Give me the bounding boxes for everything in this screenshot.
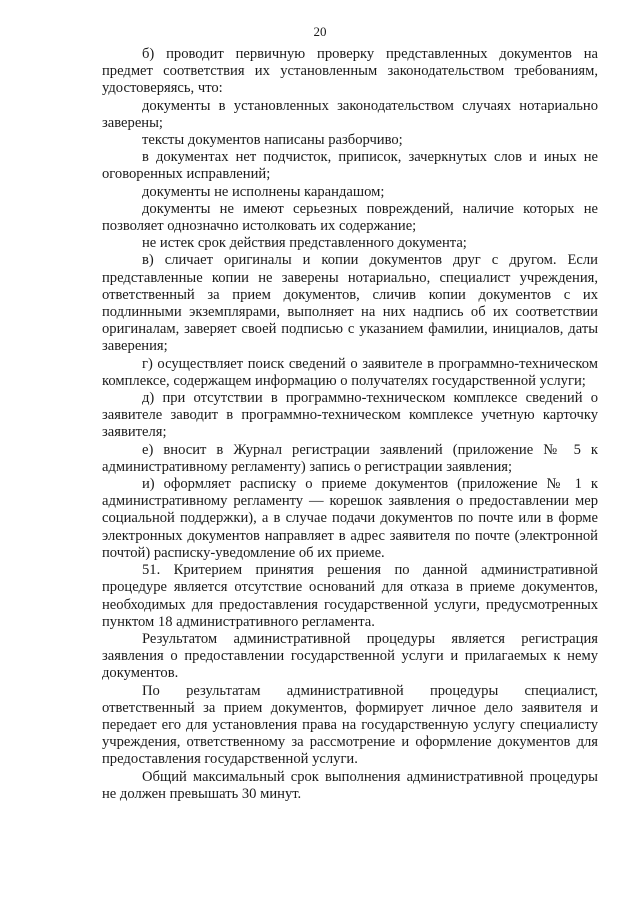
document-body xyxy=(102,46,598,803)
paragraph-51-criterion: 51. Критерием принятия решения по данной административной процедуре является отсутствие оснований для отказа в приеме документов, необходимых для предоставления государственной услуги, предусмотренных пунктом 18 административного регламента. xyxy=(102,562,598,630)
paragraph-no-erasures: в документах нет подчисток, приписок, зачеркнутых слов и иных не оговоренных исправлений; xyxy=(102,149,598,183)
page-number: 20 xyxy=(313,24,327,39)
paragraph-legible: тексты документов написаны разборчиво; xyxy=(142,132,403,149)
paragraph-result: Результатом административной процедуры является регистрация заявления о предоставлении государственной услуги и прилагаемых к нему документов. xyxy=(102,630,598,682)
paragraph-no-pencil: документы не исполнены карандашом; xyxy=(142,183,385,200)
paragraph-g-search: г) осуществляет поиск сведений о заявителе в программно-техническом комплексе, содержащем информацию о получателях государственной услуги; xyxy=(102,355,598,389)
paragraph-v-compare-copies: в) сличает оригиналы и копии документов друг с другом. Если представленные копии не заверены нотариально, специалист учреждения, ответственный за прием документов, сличив копии документов с их подлинными экземплярами, выполняет на них надпись об их соответствии оригиналам, заверяет своей подписью с указанием фамилии, инициалов, даты заверения; xyxy=(102,252,598,355)
paragraph-not-expired: не истек срок действия представленного документа; xyxy=(142,235,467,252)
paragraph-d-create-card: д) при отсутствии в программно-техническом комплексе сведений о заявителе заводит в программно-техническом комплексе учетную карточку заявителя; xyxy=(102,390,598,441)
paragraph-max-duration: Общий максимальный срок выполнения административной процедуры не должен превышать 30 минут. xyxy=(102,768,598,802)
paragraph-i-receipt: и) оформляет расписку о приеме документов (приложение № 1 к административному регламенту — корешок заявления о предоставлении мер социальной поддержки), а в случае подачи документов по почте или в форме электронных документов направляет в адрес заявителя по почте (электронной почтой) расписку-уведомление об их приеме. xyxy=(102,476,598,561)
paragraph-e-journal: е) вносит в Журнал регистрации заявлений (приложение № 5 к административному регламенту) запись о регистрации заявления; xyxy=(102,441,598,475)
paragraph-no-damage: документы не имеют серьезных повреждений, наличие которых не позволяет однозначно истолковать их содержание; xyxy=(102,200,598,235)
paragraph-b-initial-check: б) проводит первичную проверку представленных документов на предмет соответствия их установленным законодательством требованиям, удостоверяясь, что: xyxy=(102,46,598,97)
paragraph-notarized: документы в установленных законодательством случаях нотариально заверены; xyxy=(102,97,598,131)
paragraph-personal-file: По результатам административной процедуры специалист, ответственный за прием документов, формирует личное дело заявителя и передает его для установления права на государственную услугу специалисту учреждения, ответственному за рассмотрение и оформление документов для предоставления государственной услуги. xyxy=(102,682,598,768)
